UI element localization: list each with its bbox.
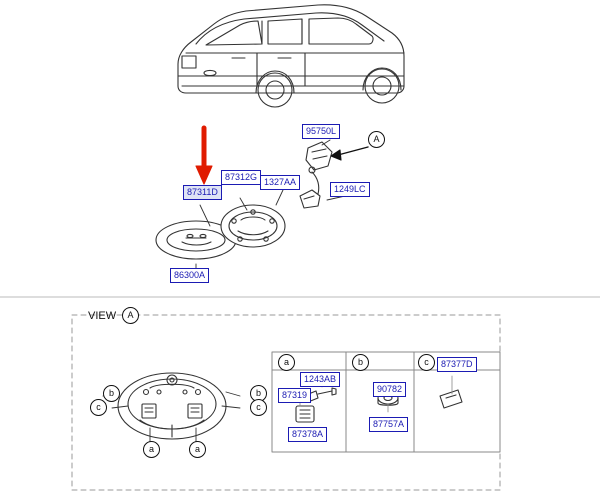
tailgate-exploded-assembly bbox=[156, 142, 368, 259]
detail-ref-c-right[interactable]: c bbox=[250, 399, 267, 416]
detail-ref-a-right[interactable]: a bbox=[189, 441, 206, 458]
part-label-87319[interactable]: 87319 bbox=[278, 388, 311, 403]
view-title: VIEW bbox=[88, 310, 117, 322]
cell-c-parts bbox=[440, 390, 462, 408]
part-label-1327AA[interactable]: 1327AA bbox=[260, 175, 300, 190]
part-label-87377D[interactable]: 87377D bbox=[437, 357, 477, 372]
table-header-a: a bbox=[278, 354, 295, 371]
car-illustration bbox=[178, 5, 404, 107]
detail-ref-a-left[interactable]: a bbox=[143, 441, 160, 458]
view-ref-circle-A-top[interactable]: A bbox=[368, 131, 385, 148]
table-header-b: b bbox=[352, 354, 369, 371]
part-label-87378A[interactable]: 87378A bbox=[288, 427, 327, 442]
table-header-c: c bbox=[418, 354, 435, 371]
part-label-86300A[interactable]: 86300A bbox=[170, 268, 209, 283]
detail-ref-b-right[interactable]: b bbox=[250, 385, 267, 402]
part-label-87311D[interactable]: 87311D bbox=[183, 185, 222, 200]
part-label-1243AB[interactable]: 1243AB bbox=[300, 372, 340, 387]
detail-panel-illustration bbox=[118, 373, 226, 439]
part-label-87312G[interactable]: 87312G bbox=[221, 170, 261, 185]
red-highlight-arrow bbox=[196, 128, 212, 184]
part-label-95750L[interactable]: 95750L bbox=[302, 124, 340, 139]
part-label-1249LC[interactable]: 1249LC bbox=[330, 182, 370, 197]
view-ref-circle-A-detail: A bbox=[122, 307, 139, 324]
part-label-87757A[interactable]: 87757A bbox=[369, 417, 408, 432]
detail-ref-b-left[interactable]: b bbox=[103, 385, 120, 402]
detail-ref-c-left[interactable]: c bbox=[90, 399, 107, 416]
part-label-90782[interactable]: 90782 bbox=[373, 382, 406, 397]
